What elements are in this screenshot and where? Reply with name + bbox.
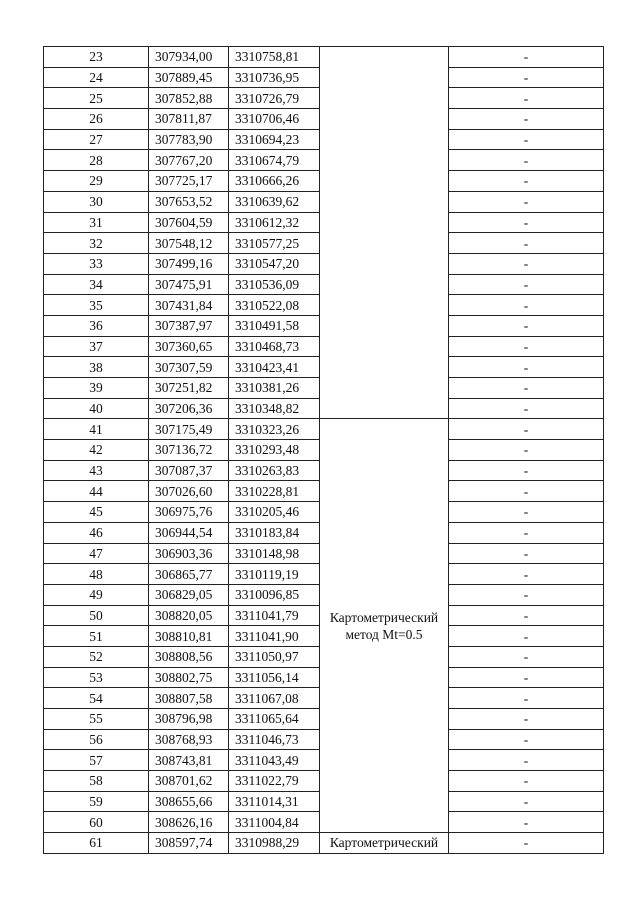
accuracy-cell: - [449, 295, 604, 316]
coordinate-y: 3310205,46 [229, 502, 320, 523]
accuracy-cell: - [449, 419, 604, 440]
coordinate-y: 3310468,73 [229, 336, 320, 357]
point-number: 38 [44, 357, 149, 378]
table-row [44, 833, 604, 854]
point-number: 26 [44, 109, 149, 130]
coordinate-y: 3311043,49 [229, 750, 320, 771]
point-number: 29 [44, 171, 149, 192]
point-number: 46 [44, 522, 149, 543]
accuracy-cell: - [449, 171, 604, 192]
coordinate-x: 308701,62 [149, 771, 229, 792]
point-number: 50 [44, 605, 149, 626]
accuracy-cell: - [449, 191, 604, 212]
coordinate-y: 3311056,14 [229, 667, 320, 688]
coordinate-y: 3310228,81 [229, 481, 320, 502]
accuracy-cell: - [449, 129, 604, 150]
coordinate-x: 307889,45 [149, 67, 229, 88]
point-number: 59 [44, 791, 149, 812]
coordinate-x: 307653,52 [149, 191, 229, 212]
accuracy-cell: - [449, 667, 604, 688]
coordinate-x: 308807,58 [149, 688, 229, 709]
coordinate-x: 307175,49 [149, 419, 229, 440]
point-number: 52 [44, 646, 149, 667]
accuracy-cell: - [449, 812, 604, 833]
coordinate-x: 308796,98 [149, 709, 229, 730]
point-number: 35 [44, 295, 149, 316]
coordinate-y: 3311004,84 [229, 812, 320, 833]
coordinate-x: 307475,91 [149, 274, 229, 295]
coordinate-x: 307360,65 [149, 336, 229, 357]
point-number: 42 [44, 440, 149, 461]
coordinates-table-body [44, 47, 604, 854]
coordinate-y: 3311065,64 [229, 709, 320, 730]
point-number: 30 [44, 191, 149, 212]
coordinate-x: 308810,81 [149, 626, 229, 647]
coordinate-y: 3310096,85 [229, 584, 320, 605]
coordinate-x: 308655,66 [149, 791, 229, 812]
coordinate-y: 3310706,46 [229, 109, 320, 130]
point-number: 27 [44, 129, 149, 150]
coordinate-x: 307548,12 [149, 233, 229, 254]
point-number: 25 [44, 88, 149, 109]
coordinate-y: 3310148,98 [229, 543, 320, 564]
point-number: 31 [44, 212, 149, 233]
accuracy-cell: - [449, 481, 604, 502]
point-number: 48 [44, 564, 149, 585]
point-number: 54 [44, 688, 149, 709]
accuracy-cell: - [449, 315, 604, 336]
accuracy-cell: - [449, 47, 604, 68]
point-number: 39 [44, 378, 149, 399]
coordinate-y: 3310119,19 [229, 564, 320, 585]
accuracy-cell: - [449, 605, 604, 626]
point-number: 23 [44, 47, 149, 68]
accuracy-cell: - [449, 460, 604, 481]
accuracy-cell: - [449, 522, 604, 543]
coordinates-table [43, 46, 604, 854]
accuracy-cell: - [449, 67, 604, 88]
accuracy-cell: - [449, 502, 604, 523]
coordinate-y: 3311022,79 [229, 771, 320, 792]
accuracy-cell: - [449, 729, 604, 750]
coordinate-y: 3310381,26 [229, 378, 320, 399]
table-row [44, 47, 604, 68]
point-number: 61 [44, 833, 149, 854]
coordinate-x: 306865,77 [149, 564, 229, 585]
accuracy-cell: - [449, 212, 604, 233]
coordinate-y: 3310323,26 [229, 419, 320, 440]
point-number: 33 [44, 253, 149, 274]
coordinate-y: 3310988,29 [229, 833, 320, 854]
coordinate-y: 3310674,79 [229, 150, 320, 171]
coordinate-x: 307087,37 [149, 460, 229, 481]
point-number: 57 [44, 750, 149, 771]
accuracy-cell: - [449, 233, 604, 254]
coordinate-y: 3311046,73 [229, 729, 320, 750]
coordinate-x: 307934,00 [149, 47, 229, 68]
coordinate-x: 307499,16 [149, 253, 229, 274]
accuracy-cell: - [449, 646, 604, 667]
coordinate-y: 3310666,26 [229, 171, 320, 192]
coordinate-y: 3311014,31 [229, 791, 320, 812]
accuracy-cell: - [449, 109, 604, 130]
coordinate-x: 307852,88 [149, 88, 229, 109]
method-cell: Картометрический метод Mt=0.5 [320, 419, 449, 833]
coordinate-x: 307136,72 [149, 440, 229, 461]
point-number: 45 [44, 502, 149, 523]
coordinate-x: 307206,36 [149, 398, 229, 419]
coordinate-x: 307767,20 [149, 150, 229, 171]
coordinate-x: 308743,81 [149, 750, 229, 771]
coordinate-x: 307604,59 [149, 212, 229, 233]
coordinate-x: 307431,84 [149, 295, 229, 316]
coordinate-y: 3310491,58 [229, 315, 320, 336]
accuracy-cell: - [449, 336, 604, 357]
coordinate-x: 308808,56 [149, 646, 229, 667]
method-cell [320, 47, 449, 419]
accuracy-cell: - [449, 626, 604, 647]
accuracy-cell: - [449, 543, 604, 564]
point-number: 37 [44, 336, 149, 357]
coordinate-y: 3311050,97 [229, 646, 320, 667]
coordinate-x: 308820,05 [149, 605, 229, 626]
coordinate-x: 306903,36 [149, 543, 229, 564]
point-number: 36 [44, 315, 149, 336]
coordinate-y: 3310736,95 [229, 67, 320, 88]
point-number: 28 [44, 150, 149, 171]
point-number: 40 [44, 398, 149, 419]
coordinate-x: 307251,82 [149, 378, 229, 399]
accuracy-cell: - [449, 150, 604, 171]
coordinate-y: 3310423,41 [229, 357, 320, 378]
coordinate-x: 306944,54 [149, 522, 229, 543]
coordinate-x: 307725,17 [149, 171, 229, 192]
point-number: 58 [44, 771, 149, 792]
accuracy-cell: - [449, 833, 604, 854]
coordinate-x: 308597,74 [149, 833, 229, 854]
accuracy-cell: - [449, 709, 604, 730]
coordinate-y: 3310726,79 [229, 88, 320, 109]
accuracy-cell: - [449, 253, 604, 274]
coordinate-x: 307811,87 [149, 109, 229, 130]
coordinate-y: 3310577,25 [229, 233, 320, 254]
point-number: 43 [44, 460, 149, 481]
coordinate-y: 3310758,81 [229, 47, 320, 68]
accuracy-cell: - [449, 584, 604, 605]
point-number: 53 [44, 667, 149, 688]
coordinate-y: 3310183,84 [229, 522, 320, 543]
coordinate-y: 3310547,20 [229, 253, 320, 274]
accuracy-cell: - [449, 398, 604, 419]
coordinate-x: 308626,16 [149, 812, 229, 833]
point-number: 51 [44, 626, 149, 647]
coordinate-x: 307387,97 [149, 315, 229, 336]
coordinate-x: 307307,59 [149, 357, 229, 378]
coordinate-y: 3310348,82 [229, 398, 320, 419]
accuracy-cell: - [449, 750, 604, 771]
point-number: 47 [44, 543, 149, 564]
accuracy-cell: - [449, 357, 604, 378]
accuracy-cell: - [449, 791, 604, 812]
coordinate-y: 3310263,83 [229, 460, 320, 481]
point-number: 60 [44, 812, 149, 833]
accuracy-cell: - [449, 564, 604, 585]
accuracy-cell: - [449, 274, 604, 295]
accuracy-cell: - [449, 771, 604, 792]
accuracy-cell: - [449, 688, 604, 709]
coordinate-y: 3311041,79 [229, 605, 320, 626]
coordinate-y: 3310522,08 [229, 295, 320, 316]
coordinate-y: 3311067,08 [229, 688, 320, 709]
point-number: 49 [44, 584, 149, 605]
point-number: 24 [44, 67, 149, 88]
coordinate-x: 307026,60 [149, 481, 229, 502]
coordinate-y: 3310694,23 [229, 129, 320, 150]
coordinate-y: 3310536,09 [229, 274, 320, 295]
coordinate-y: 3310612,32 [229, 212, 320, 233]
point-number: 41 [44, 419, 149, 440]
point-number: 56 [44, 729, 149, 750]
method-cell: Картометрический [320, 833, 449, 854]
point-number: 32 [44, 233, 149, 254]
coordinate-y: 3310293,48 [229, 440, 320, 461]
coordinate-y: 3311041,90 [229, 626, 320, 647]
coordinate-x: 308768,93 [149, 729, 229, 750]
coordinate-x: 307783,90 [149, 129, 229, 150]
accuracy-cell: - [449, 88, 604, 109]
point-number: 34 [44, 274, 149, 295]
accuracy-cell: - [449, 440, 604, 461]
point-number: 55 [44, 709, 149, 730]
coordinate-x: 306829,05 [149, 584, 229, 605]
table-row [44, 419, 604, 440]
coordinate-x: 306975,76 [149, 502, 229, 523]
coordinate-y: 3310639,62 [229, 191, 320, 212]
accuracy-cell: - [449, 378, 604, 399]
point-number: 44 [44, 481, 149, 502]
coordinate-x: 308802,75 [149, 667, 229, 688]
